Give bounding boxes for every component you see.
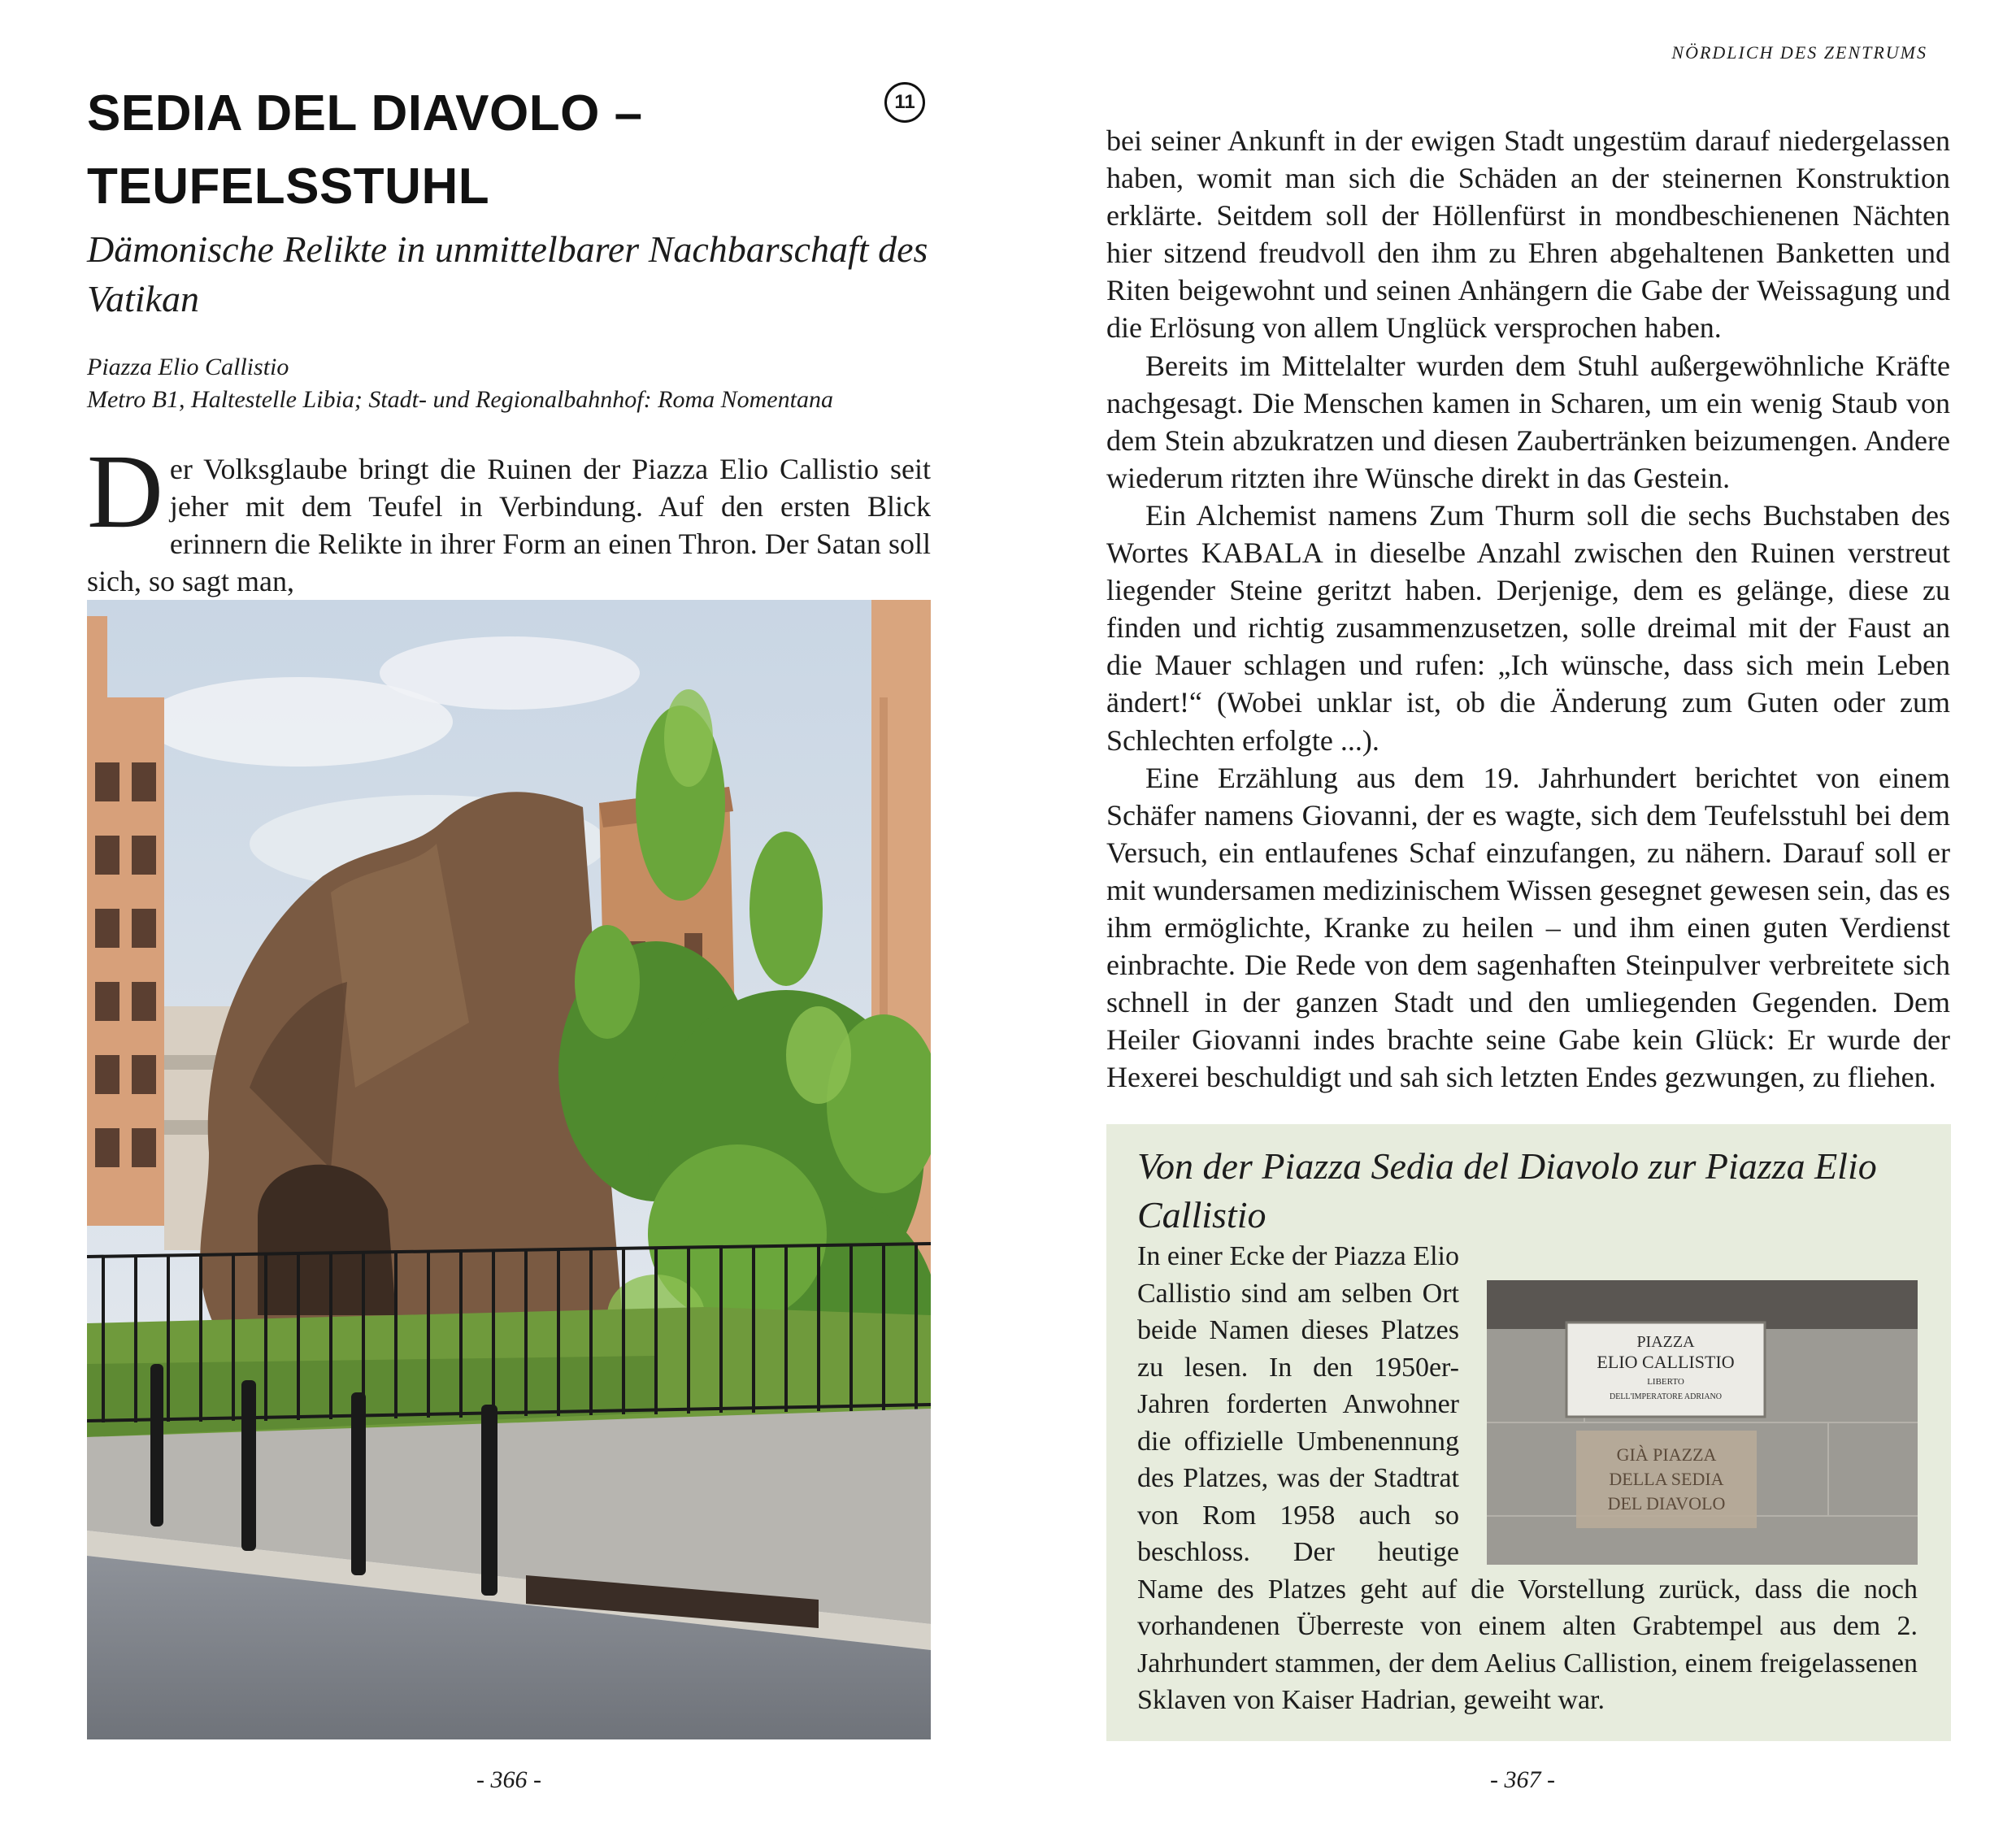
body-paragraph: Ein Alchemist namens Zum Thurm soll die sechs Buchstaben des Wortes KABALA in dieselbe Anzahl zwischen den Ruinen verstreut liegender Steine geritzt haben. Derjenige, dem es gelänge, diese zu finden und richtig zusammenzusetzen, solle dreimal mit der Faust an die Mauer schlagen und rufen: „Ich wünsche, dass sich mein Leben ändert!“ (Wobei unklar ist, ob die Änderung zum Guten oder zum Schlechten erfolgte ...). [1106,498,1950,757]
article-subtitle: Dämonische Relikte in unmittelbarer Nachbarschaft des Vatikan [87,228,928,319]
sign-top-line-2: ELIO CALLISTIO [1597,1352,1735,1372]
ruins-photo [87,600,931,1739]
address-line: Piazza Elio Callistio [87,354,289,380]
running-head: NÖRDLICH DES ZENTRUMS [1671,42,1927,63]
drop-cap: D [87,433,163,550]
info-box-paragraph: In einer Ecke der Piazza Elio Callistio sind am selben Ort beide Namen dieses Platzes zu lesen. In den 1950er-Jahren forderten Anwohner die offizielle Umbenennung des Platzes, was der Stadtrat von Rom 1958 auch so beschloss. Der heutige Name des Platzes geht auf die Vorstellung zurück, dass die noch vorhandenen Überreste von einem alten Grabtempel aus dem 2. Jahrhundert stammen, der dem Aelius Callistion, einem freigelassenen Sklaven von Kaiser Hadrian, geweiht war. [1137,1241,1918,1715]
sign-top-line-1: PIAZZA [1636,1333,1695,1351]
sign-top-line-3: LIBERTO [1647,1377,1684,1387]
info-box-title: Von der Piazza Sedia del Diavolo zur Piazza Elio Callistio [1137,1145,1877,1236]
page-number-right: - 367 - [1490,1766,1555,1793]
body-text [1106,122,1950,1096]
info-box-text [1137,1238,1918,1719]
intro-paragraph [87,433,931,600]
body-paragraph: bei seiner Ankunft in der ewigen Stadt ungestüm darauf niedergelassen haben, womit man sich die Schäden an der steinernen Konstruktion erklärte. Seitdem soll der Höllenfürst in mondbeschienenen Nächten hier sitzend freudvoll den ihm zu Ehren abgehaltenen Banketten und Riten beigewohnt und seinen Anhängern die Gabe der Weissagung und die Erlösung von allem Unglück versprochen haben. [1106,124,1950,345]
sign-top-line-4: DELL'IMPERATORE ADRIANO [1609,1392,1723,1401]
page-number-left: - 366 - [476,1766,541,1793]
body-paragraph: Bereits im Mittelalter wurden dem Stuhl außergewöhnliche Kräfte nachgesagt. Die Menschen kamen in Scharen, um ein wenig Staub von dem Stein abzukratzen und diesen Zaubertränken beizumengen. Andere wiederum ritzten ihre Wünsche direkt in das Gestein. [1106,349,1950,494]
sign-bottom-line-1: GIÀ PIAZZA [1616,1444,1717,1465]
sign-bottom-line-2: DELLA SEDIA [1609,1469,1724,1489]
right-page [1008,0,2016,1824]
entry-number-badge: 11 [884,82,925,123]
info-box [1106,1124,1951,1741]
transport-line: Metro B1, Haltestelle Libia; Stadt- und Regionalbahnhof: Roma Nomentana [87,386,833,413]
intro-text: er Volksglaube bringt die Ruinen der Piazza Elio Callistio seit jeher mit dem Teufel in Verbindung. Auf den ersten Blick erinnern die Relikte in ihrer Form an einen Thron. Der Satan soll sich, so sagt man, [87,453,931,597]
body-paragraph: Eine Erzählung aus dem 19. Jahrhundert berichtet von einem Schäfer namens Giovanni, der es wagte, sich dem Teufelsstuhl bei dem Versuch, ein entlaufenes Schaf einzufangen, zu nähern. Darauf soll er mit wundersamen medizinischem Wissen gesegnet gewesen sein, das es ihm ermöglichte, Kranke zu heilen – und ihm einen guten Verdienst einbrachte. Die Rede von dem sagenhaften Steinpulver verbreitete sich schnell in der ganzen Stadt und den umliegenden Gegenden. Dem Heiler Giovanni indes brachte seine Gabe kein Glück: Er wurde der Hexerei beschuldigt und sah sich letzten Endes gezwungen, zu fliehen. [1106,761,1950,1094]
sign-bottom-line-3: DEL DIAVOLO [1607,1493,1726,1513]
article-title: SEDIA DEL DIAVOLO – TEUFELSSTUHL [87,85,643,215]
street-sign-photo [1487,1280,1918,1565]
